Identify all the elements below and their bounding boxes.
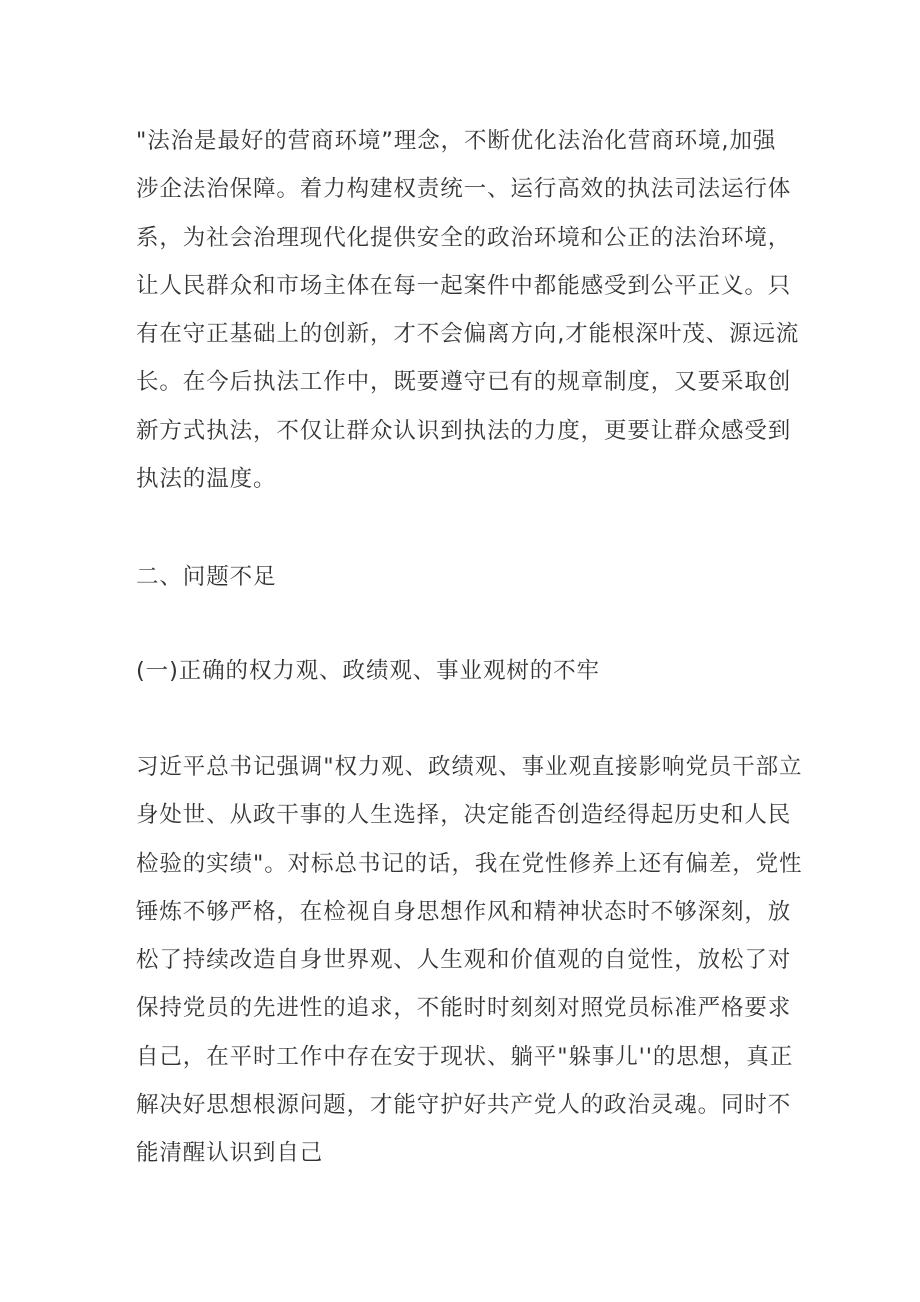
paragraph-line: 自己，在平时工作中存在安于现状、躺平"躲事儿''的思想，真正 [136,1043,794,1070]
paragraph-line: 让人民群众和市场主体在每一起案件中都能感受到公平正义。只 [136,272,792,299]
paragraph-line: "法治是最好的营商环境”理念，不断优化法治化营商环境,加强 [136,128,777,154]
paragraph-line: 松了持续改造自身世界观、人生观和价值观的自觉性，放松了对 [136,947,792,974]
paragraph-line: 能清醒认识到自己 [136,1140,324,1167]
paragraph-line: 检验的实绩"。对标总书记的话，我在党性修养上还有偏差，党性 [136,850,803,877]
paragraph-line: 涉企法治保障。着力构建权责统一、运行高效的执法司法运行体 [136,176,792,203]
paragraph-line: 新方式执法，不仅让群众认识到执法的力度，更要让群众感受到 [136,417,792,444]
paragraph-line: 系，为社会治理现代化提供安全的政治环境和公正的法治环境， [136,224,792,251]
subsection-heading-text: (一)正确的权力观、政绩观、事业观树的不牢 [136,658,600,684]
body-paragraph-2 [136,743,803,1178]
section-heading-text: 二、问题不足 [136,564,277,590]
paragraph-line: 有在守正基础上的创新，才不会偏离方向,才能根深叶茂、源远流 [136,321,800,348]
paragraph-line: 锤炼不够严格，在检视自身思想作风和精神状态时不够深刻，放 [136,898,792,925]
paragraph-line: 解决好思想根源问题，才能守护好共产党人的政治灵魂。同时不 [136,1092,792,1119]
subsection-heading [136,647,796,695]
paragraph-line: 习近平总书记强调"权力观、政绩观、事业观直接影响党员干部立 [136,754,803,780]
section-heading [136,553,796,601]
paragraph-line: 保持党员的先进性的追求，不能时时刻刻对照党员标准严格要求 [136,995,792,1022]
paragraph-line: 执法的温度。 [136,466,277,493]
paragraph-line: 身处世、从政干事的人生选择，决定能否创造经得起历史和人民 [136,802,792,829]
body-paragraph-1 [136,117,800,503]
paragraph-line: 长。在今后执法工作中，既要遵守已有的规章制度，又要采取创 [136,369,792,396]
